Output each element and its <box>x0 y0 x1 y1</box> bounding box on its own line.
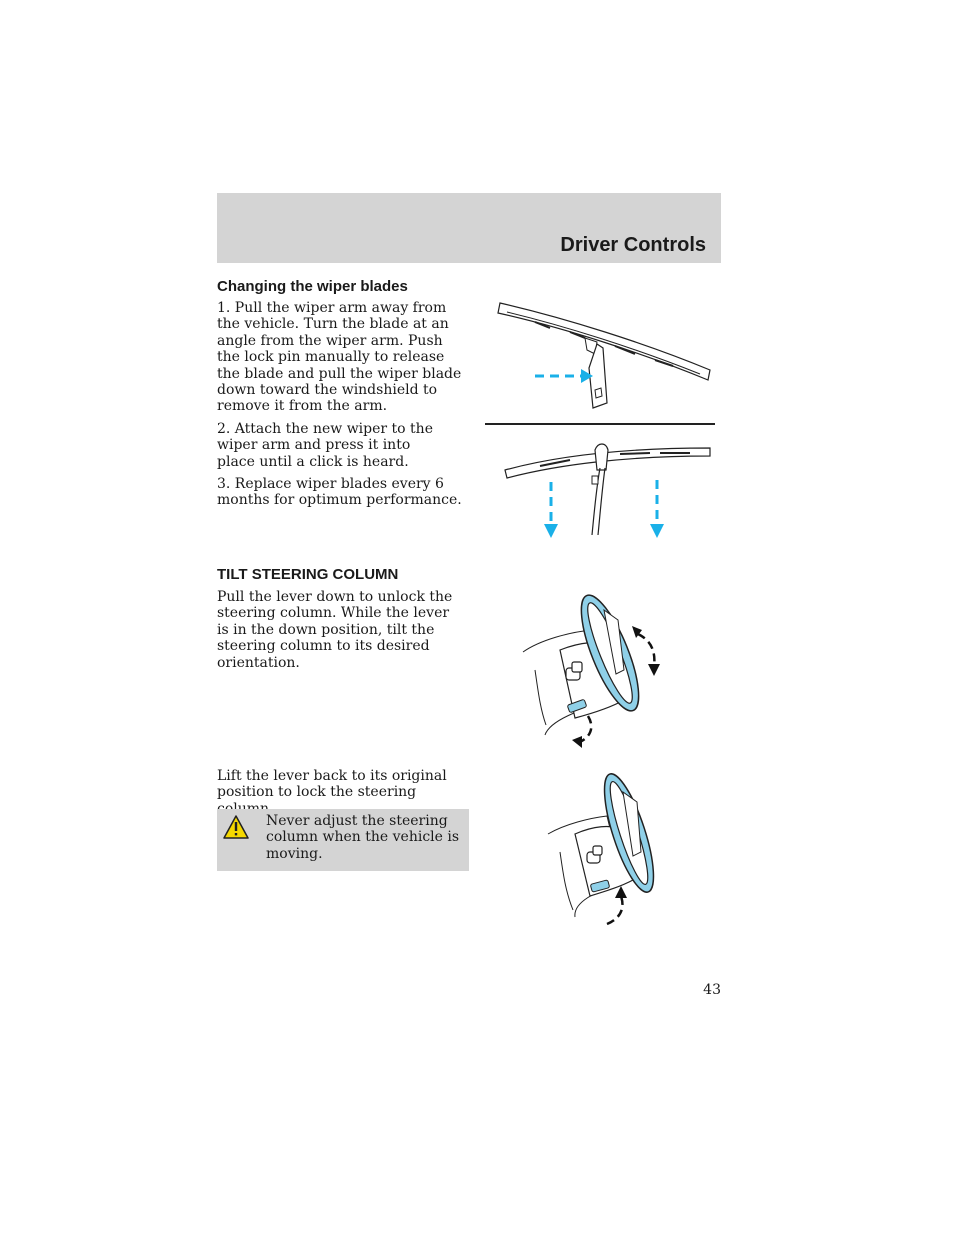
wiper-step-3: 3. Replace wiper blades every 6 months for optimum performance. <box>217 476 462 509</box>
header-band <box>217 193 721 263</box>
figure-divider <box>485 422 715 426</box>
wiper-step-2: 2. Attach the new wiper to the wiper arm and press it into place until a click is heard. <box>217 421 433 470</box>
tilt-lock-text: Lift the lever back to its original position to lock the steering <box>217 768 447 801</box>
section-title: Driver Controls <box>560 234 706 256</box>
steering-lock-illustration <box>545 772 675 932</box>
tilt-unlock-text: Pull the lever down to unlock the steering column. While the lever is in the down position, tilt the steering column to its desired orientation. <box>217 589 453 671</box>
wiper-install-illustration <box>500 440 715 540</box>
warning-box <box>217 809 469 871</box>
warning-line-3: moving. <box>266 845 323 862</box>
wiper-removal-illustration <box>495 298 715 413</box>
warning-text <box>217 813 467 862</box>
warning-line-1: Never adjust the steering <box>266 813 448 829</box>
page-number: 43 <box>703 982 721 998</box>
wiper-heading: Changing the wiper blades <box>217 278 408 295</box>
warning-line-2: column when the vehicle is <box>266 829 460 846</box>
steering-unlock-illustration <box>520 590 670 750</box>
wiper-step-1: 1. Pull the wiper arm away from the vehicle. Turn the blade at an angle from the wiper arm. Push the lock pin manually to release the blade and pull the wiper blade down toward the windshield to remove it from the arm. <box>217 300 462 415</box>
tilt-heading: TILT STEERING COLUMN <box>217 566 399 583</box>
